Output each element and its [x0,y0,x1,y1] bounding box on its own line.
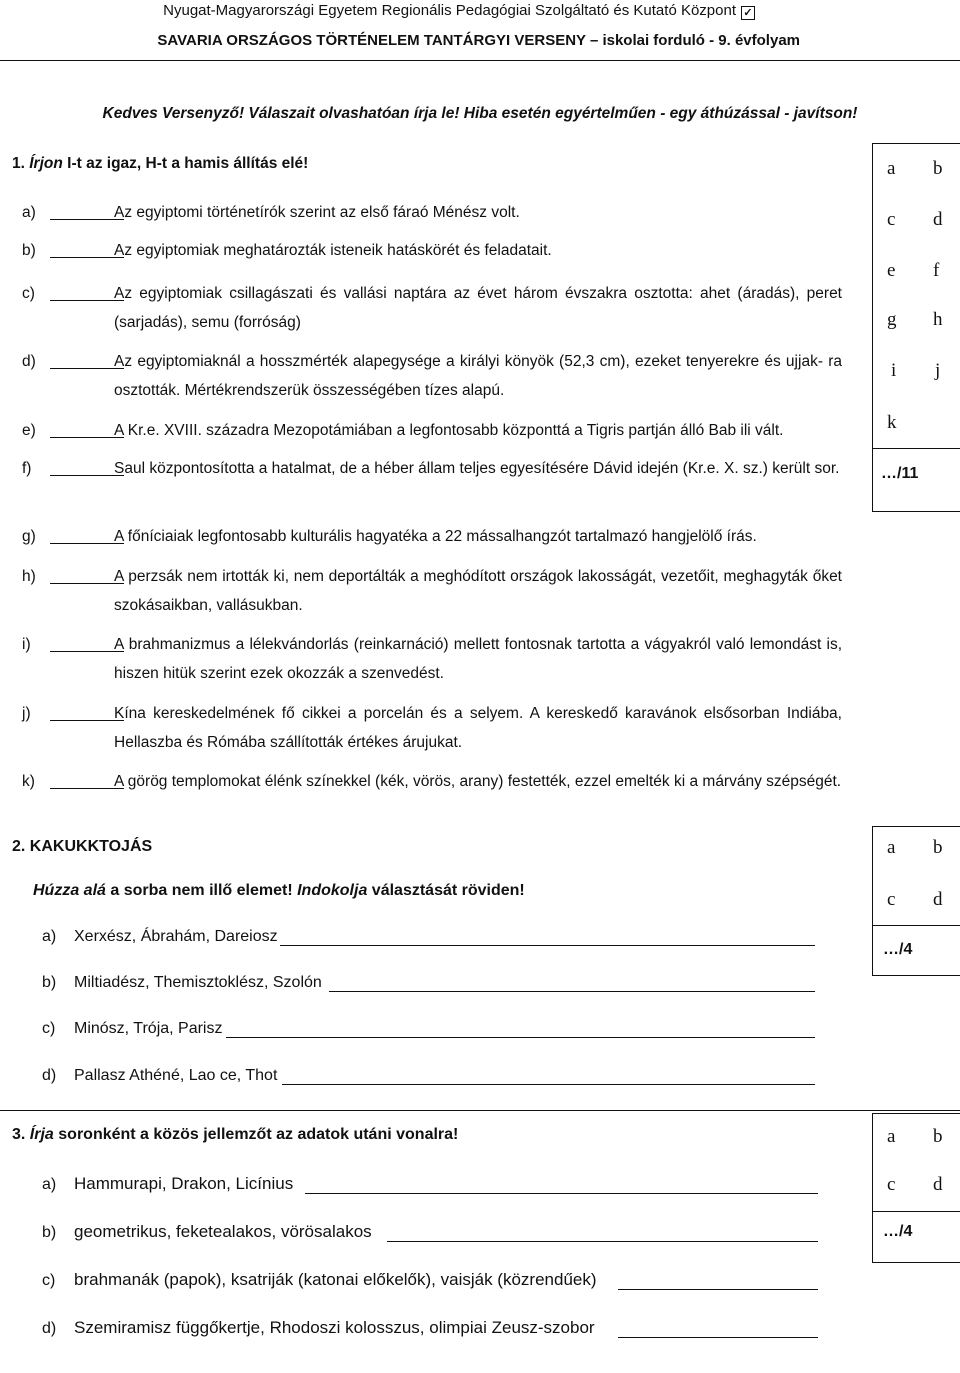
question-item: f) Saul központosította a hatalmat, de a héber állam teljes egyesítésére Dávid idején (Kr.e. X. sz.) került sor. [22,460,840,477]
answer-line[interactable] [305,1193,818,1194]
score-divider [873,1211,960,1212]
answer-blank[interactable] [50,475,124,476]
grid-cell: d [933,1174,943,1195]
grid-cell: c [887,209,896,230]
section1-heading: 1. Írjon I-t az igaz, H-t a hamis állítás elé! [12,155,309,172]
list-item: d) Pallasz Athéné, Lao ce, Thot [42,1067,278,1084]
answer-line[interactable] [618,1289,818,1290]
answer-blank[interactable] [50,300,124,301]
question-item: b) Az egyiptomiak meghatározták isteneik hatáskörét és feladatait. [22,242,552,259]
score-divider [873,448,960,449]
answer-blank[interactable] [50,720,124,721]
section1-score-box [872,143,960,512]
answer-line[interactable] [329,991,815,992]
section-divider [0,1110,960,1111]
answer-blank[interactable] [50,437,124,438]
list-item: c) brahmanák (papok), ksatriják (katonai előkelők), vaisják (közrendűek) [42,1270,597,1289]
grid-cell: k [887,412,897,433]
section3-heading: 3. Írja soronként a közös jellemzőt az adatok utáni vonalra! [12,1126,459,1143]
score-field[interactable]: …/4 [883,1223,913,1240]
grid-cell: b [933,1126,943,1147]
list-item: c) Minósz, Trója, Parisz [42,1020,223,1037]
list-item: a) Xerxész, Ábrahám, Dareiosz [42,928,278,945]
section2-score-box [872,826,960,976]
grid-cell: a [887,158,896,179]
list-item: b) geometrikus, feketealakos, vörösalakos [42,1222,372,1241]
grid-cell: f [933,260,940,281]
score-divider [873,925,960,926]
question-item: h) A perzsák nem irtották ki, nem deportálták a meghódított országok lakosságát, vezetőit, meghagyták őket szokásaikban, vallásukban. [22,568,842,614]
answer-blank[interactable] [50,219,124,220]
answer-line[interactable] [387,1241,818,1242]
answer-blank[interactable] [50,368,124,369]
question-item: g) A főníciaiak legfontosabb kulturális hagyatéka a 22 mássalhangzót tartalmazó hangjelölő írás. [22,528,757,545]
question-item: k) A görög templomokat élénk színekkel (kék, vörös, arany) festették, ezzel emelték ki a márvány szépségét. [22,773,842,790]
answer-blank[interactable] [50,651,124,652]
grid-cell: e [887,260,896,281]
list-item: d) Szemiramisz függőkertje, Rhodoszi kolosszus, olimpiai Zeusz-szobor [42,1318,595,1337]
grid-cell: c [887,1174,896,1195]
question-item: e) A Kr.e. XVIII. századra Mezopotámiában a legfontosabb központtá a Tigris partján álló Bab ili vált. [22,422,784,439]
section2-heading: 2. KAKUKKTOJÁS [12,838,153,855]
section2-instruction: Húzza alá a sorba nem illő elemet! Indokolja választását röviden! [33,882,525,899]
section3-score-box [872,1113,960,1263]
question-item: i) A brahmanizmus a lélekvándorlás (reinkarnáció) mellett fontosnak tartotta a vágyakról való lemondást is, hiszen hitük szerint ezek okozzák a szenvedést. [22,636,842,682]
grid-cell: h [933,309,943,330]
grid-cell: a [887,837,896,858]
competition-title: SAVARIA ORSZÁGOS TÖRTÉNELEM TANTÁRGYI VERSENY – iskolai forduló - 9. évfolyam [157,32,800,49]
grid-cell: c [887,889,896,910]
grid-cell: i [891,360,897,381]
grid-cell: g [887,309,897,330]
answer-blank[interactable] [50,543,124,544]
list-item: b) Miltiadész, Themisztoklész, Szolón [42,974,322,991]
grid-cell: d [933,889,943,910]
grid-cell: d [933,209,943,230]
score-field[interactable]: …/4 [883,941,913,958]
checkbox-icon: ✓ [741,6,755,20]
answer-blank[interactable] [50,788,124,789]
question-item: a) Az egyiptomi történetírók szerint az első fáraó Ménész volt. [22,204,520,221]
list-item: a) Hammurapi, Drakon, Licínius [42,1174,294,1193]
score-field[interactable]: …/11 [881,465,919,482]
answer-line[interactable] [226,1037,815,1038]
answer-line[interactable] [280,945,815,946]
header-divider [0,60,960,61]
grid-cell: b [933,158,943,179]
answer-blank[interactable] [50,583,124,584]
answer-line[interactable] [282,1084,815,1085]
grid-cell: b [933,837,943,858]
intro-text: Kedves Versenyző! Válaszait olvashatóan írja le! Hiba esetén egyértelműen - egy áthúzással - javítson! [102,105,858,122]
answer-line[interactable] [618,1337,818,1338]
question-item: c) Az egyiptomiak csillagászati és vallási naptára az évet három évszakra osztotta: ahet (áradás), peret (sarjadás), semu (forróság) [22,285,842,331]
institution-header: Nyugat-Magyarországi Egyetem Regionális Pedagógiai Szolgáltató és Kutató Központ ✓ [163,2,755,20]
question-item: j) Kína kereskedelmének fő cikkei a porcelán és a selyem. A kereskedő karavánok elsősorban Indiába, Hellaszba és Rómába szállították értékes árujukat. [22,705,842,751]
question-item: d) Az egyiptomiaknál a hosszmérték alapegysége a királyi könyök (52,3 cm), ezeket tenyerekre és ujjak- ra osztották. Mértékrendszerük összességében tízes alapú. [22,353,842,399]
grid-cell: j [935,360,941,381]
grid-cell: a [887,1126,896,1147]
answer-blank[interactable] [50,257,124,258]
